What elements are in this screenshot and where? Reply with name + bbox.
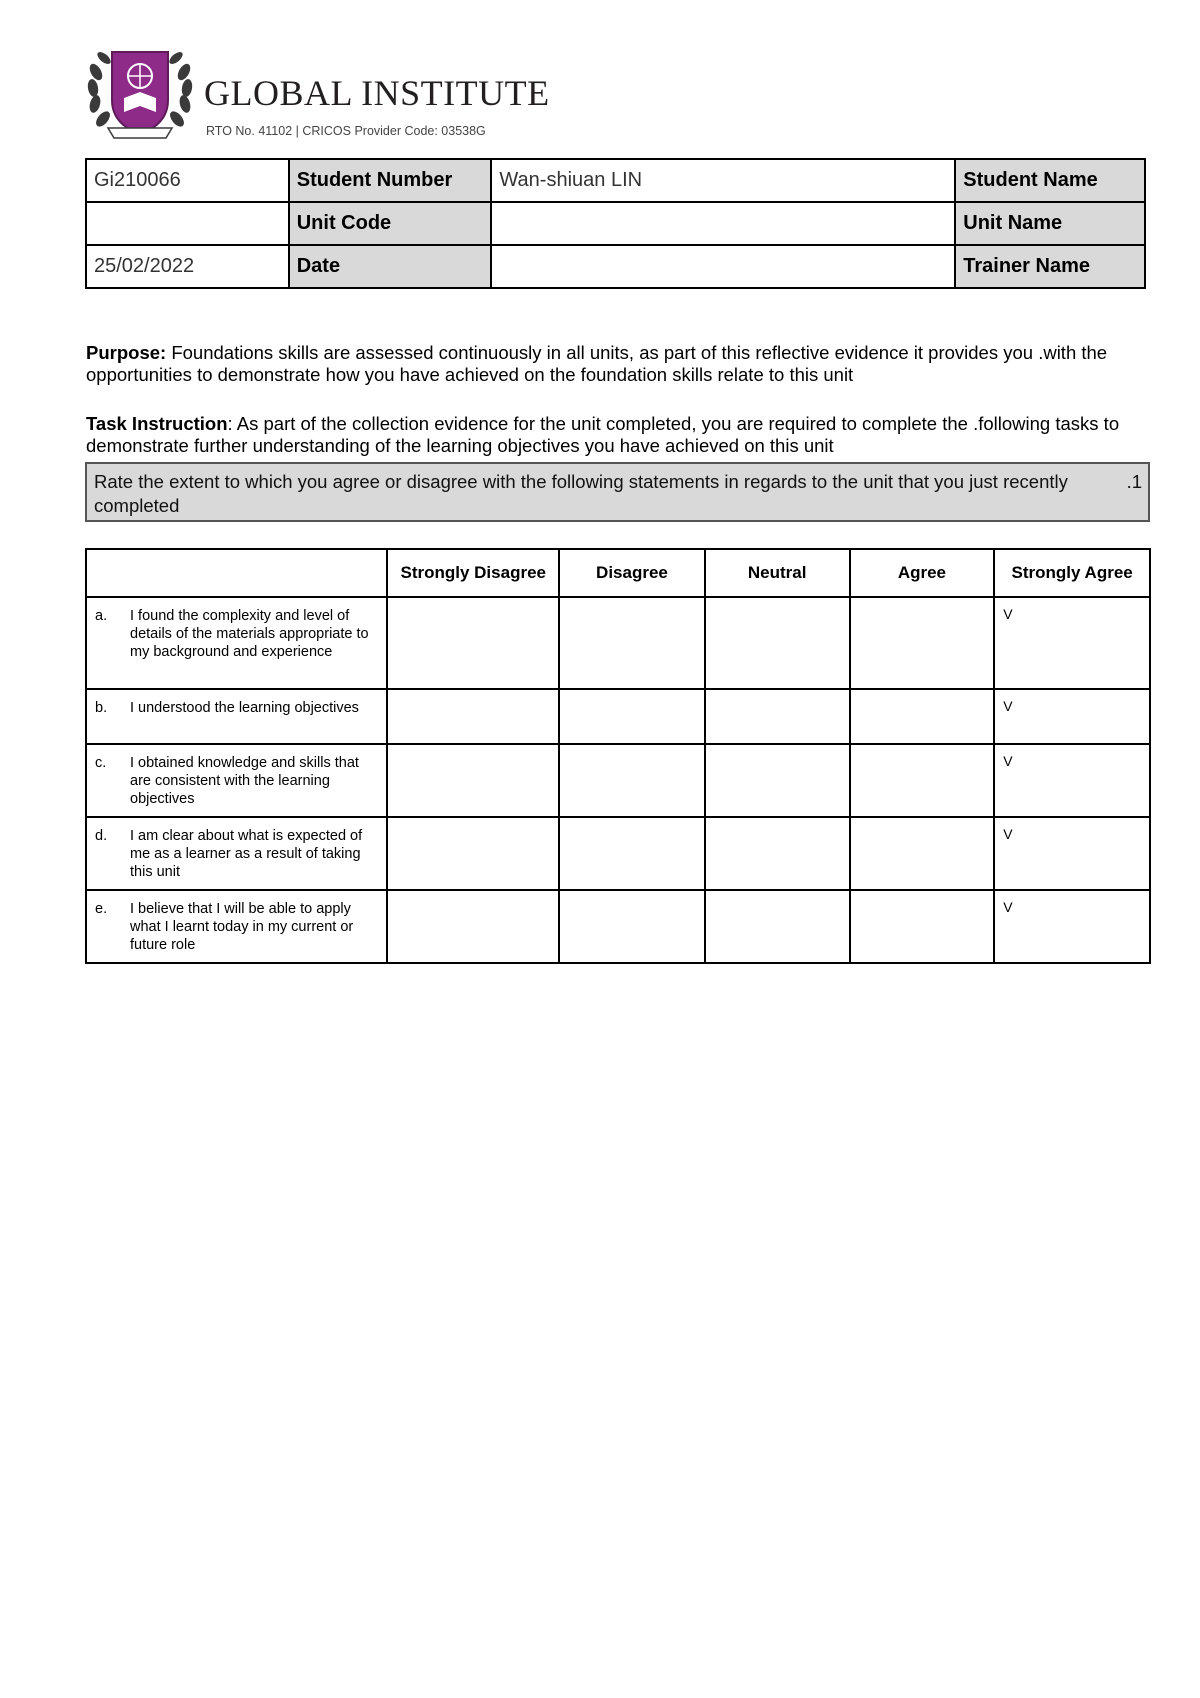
table-row (86, 744, 1150, 817)
statement-letter: d. (95, 828, 108, 844)
column-header-disagree: Disagree (559, 549, 705, 597)
rating-cell-neutral[interactable] (705, 817, 850, 890)
rating-table (85, 548, 1151, 964)
task-instruction-label: Task Instruction (86, 413, 228, 434)
rating-cell-neutral[interactable] (705, 744, 850, 817)
rating-cell-disagree[interactable] (559, 817, 705, 890)
statement-cell (86, 744, 387, 817)
unit-code-label: Unit Code (289, 202, 492, 245)
purpose-label: Purpose: (86, 342, 167, 363)
statement-cell (86, 890, 387, 963)
info-row (86, 245, 1145, 288)
date-label: Date (289, 245, 492, 288)
column-header-strongly-disagree: Strongly Disagree (387, 549, 559, 597)
statement-text: I understood the learning objectives (130, 700, 359, 716)
column-header-strongly-agree: Strongly Agree (994, 549, 1150, 597)
rating-cell-strongly-disagree[interactable] (387, 689, 559, 744)
rating-cell-disagree[interactable] (559, 689, 705, 744)
rating-cell-strongly-agree[interactable]: V (994, 744, 1150, 817)
table-row (86, 689, 1150, 744)
unit-name-value[interactable] (491, 202, 955, 245)
crest-icon (86, 42, 194, 142)
rating-cell-agree[interactable] (850, 890, 995, 963)
student-number-value[interactable]: Gi210066 (86, 159, 289, 202)
statement-cell (86, 689, 387, 744)
table-row (86, 817, 1150, 890)
statement-header (86, 549, 387, 597)
task-instruction-text: : As part of the collection evidence for the unit completed, you are required to complete the .following tasks to demonstrate further understanding of the learning objectives you have achieved on this unit (86, 413, 1120, 456)
info-row (86, 202, 1145, 245)
statement-cell (86, 817, 387, 890)
column-header-agree: Agree (850, 549, 995, 597)
trainer-name-value[interactable] (491, 245, 955, 288)
trainer-name-label: Trainer Name (955, 245, 1145, 288)
info-row (86, 159, 1145, 202)
rating-cell-strongly-agree[interactable]: V (994, 817, 1150, 890)
rating-cell-agree[interactable] (850, 744, 995, 817)
rating-cell-strongly-disagree[interactable] (387, 744, 559, 817)
statement-text: I believe that I will be able to apply what I learnt today in my current or future role (130, 901, 354, 953)
unit-code-value[interactable] (86, 202, 289, 245)
statement-letter: a. (95, 608, 108, 624)
table-row (86, 597, 1150, 689)
rating-cell-disagree[interactable] (559, 744, 705, 817)
rating-cell-strongly-agree[interactable]: V (994, 689, 1150, 744)
rating-cell-neutral[interactable] (705, 597, 850, 689)
student-info-table (85, 158, 1146, 289)
student-name-label: Student Name (955, 159, 1145, 202)
institute-logo (86, 42, 550, 142)
purpose-text: Foundations skills are assessed continuously in all units, as part of this reflective evidence it provides you .with the opportunities to demonstrate how you have achieved on the foundation skills relate to this unit (86, 342, 1108, 385)
rating-cell-disagree[interactable] (559, 890, 705, 963)
rating-cell-strongly-agree[interactable]: V (994, 597, 1150, 689)
question-number: .1 (1126, 471, 1142, 492)
rating-cell-disagree[interactable] (559, 597, 705, 689)
statement-cell (86, 597, 387, 689)
rating-cell-neutral[interactable] (705, 689, 850, 744)
date-value[interactable]: 25/02/2022 (86, 245, 289, 288)
rating-cell-agree[interactable] (850, 817, 995, 890)
brand-title: GLOBAL INSTITUTE (204, 73, 550, 113)
rating-cell-neutral[interactable] (705, 890, 850, 963)
student-number-label: Student Number (289, 159, 492, 202)
question-box (85, 462, 1150, 522)
statement-text: I found the complexity and level of details of the materials appropriate to my background and experience (130, 608, 369, 660)
rating-cell-agree[interactable] (850, 689, 995, 744)
rating-cell-strongly-disagree[interactable] (387, 817, 559, 890)
statement-letter: c. (95, 755, 107, 771)
rating-cell-strongly-agree[interactable]: V (994, 890, 1150, 963)
statement-text: I am clear about what is expected of me as a learner as a result of taking this unit (130, 828, 363, 880)
rating-header-row (86, 549, 1150, 597)
purpose-paragraph (86, 342, 1156, 386)
task-instruction-paragraph (86, 413, 1156, 457)
unit-name-label: Unit Name (955, 202, 1145, 245)
brand-subtitle: RTO No. 41102 | CRICOS Provider Code: 03538G (206, 124, 486, 138)
statement-text: I obtained knowledge and skills that are consistent with the learning objectives (130, 755, 359, 807)
statement-letter: e. (95, 901, 108, 917)
rating-cell-strongly-disagree[interactable] (387, 890, 559, 963)
rating-cell-agree[interactable] (850, 597, 995, 689)
student-name-value[interactable]: Wan-shiuan LIN (491, 159, 955, 202)
rating-cell-strongly-disagree[interactable] (387, 597, 559, 689)
question-text: Rate the extent to which you agree or disagree with the following statements in regards to the unit that you just recently completed (94, 471, 1068, 516)
statement-letter: b. (95, 700, 108, 716)
table-row (86, 890, 1150, 963)
column-header-neutral: Neutral (705, 549, 850, 597)
